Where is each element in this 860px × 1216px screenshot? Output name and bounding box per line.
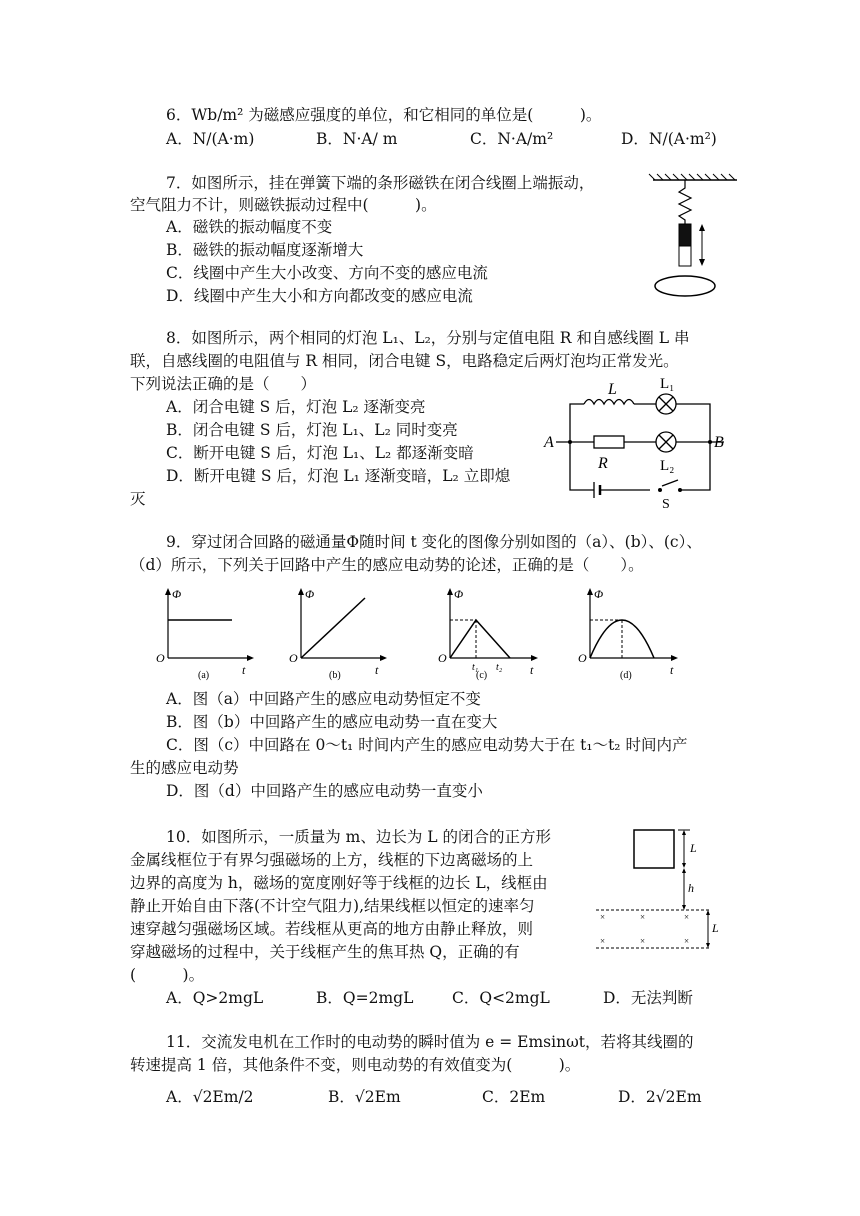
label-L1: L₁: [660, 376, 675, 392]
svg-text:t: t: [530, 663, 534, 677]
q8-stem-line2: 联，自感线圈的电阻值与 R 相同，闭合电键 S，电路稳定后两灯泡均正常发光。: [130, 352, 679, 370]
svg-text:h: h: [688, 881, 694, 895]
svg-text:×: ×: [684, 936, 690, 946]
q8-option-d-wrap: 灭: [130, 490, 146, 508]
svg-text:L: L: [690, 841, 697, 855]
svg-text:×: ×: [600, 936, 606, 946]
q7-option-d: D．线圈中产生大小和方向都改变的感应电流: [166, 287, 473, 305]
spring-magnet-figure: [645, 174, 745, 304]
q10-line3: 边界的高度为 h，磁场的宽度刚好等于线框的边长 L，线框由: [130, 874, 548, 892]
label-L: L: [608, 381, 617, 398]
q9-option-b: B．图（b）中回路产生的感应电动势一直在变大: [166, 713, 498, 731]
q9-option-a: A．图（a）中回路产生的感应电动势恒定不变: [166, 690, 481, 708]
svg-text:t: t: [242, 663, 246, 677]
q10-option-d: D．无法判断: [603, 989, 693, 1007]
svg-text:t: t: [375, 663, 379, 677]
q11-option-b: B．√2Em: [328, 1088, 401, 1106]
phi-graph-a: [150, 582, 260, 682]
svg-text:×: ×: [684, 912, 690, 922]
svg-text:Φ: Φ: [454, 587, 464, 601]
q8-option-a: A．闭合电键 S 后，灯泡 L₂ 逐渐变亮: [166, 398, 426, 416]
q10-option-a: A．Q>2mgL: [166, 989, 264, 1007]
q6-stem: 6．Wb/m² 为磁感应强度的单位，和它相同的单位是( )。: [166, 106, 602, 124]
circuit-diagram: [544, 374, 730, 512]
label-A: A: [544, 434, 554, 451]
phi-graph-d: [572, 582, 687, 682]
svg-text:(d): (d): [620, 670, 632, 681]
q8-option-c: C．断开电键 S 后，灯泡 L₁、L₂ 都逐渐变暗: [166, 444, 474, 462]
q11-option-a: A．√2Em/2: [166, 1088, 254, 1106]
svg-text:(b): (b): [329, 670, 341, 681]
q8-option-b: B．闭合电键 S 后，灯泡 L₁、L₂ 同时变亮: [166, 421, 458, 439]
label-L2: L₂: [660, 458, 675, 474]
svg-text:t₂: t₂: [496, 662, 503, 673]
svg-text:L: L: [712, 921, 719, 935]
svg-text:(c): (c): [476, 670, 488, 681]
svg-text:O: O: [289, 651, 298, 665]
svg-text:t₁: t₁: [472, 662, 479, 673]
label-B: B: [714, 434, 724, 451]
square-frame-figure: [596, 826, 730, 958]
q6-option-c: C．N·A/m²: [470, 130, 554, 148]
q9-stem-line1: 9．穿过闭合回路的磁通量Φ随时间 t 变化的图像分别如图的（a）、(b）、(c）、: [166, 533, 702, 551]
svg-text:Φ: Φ: [172, 587, 182, 601]
svg-text:×: ×: [600, 912, 606, 922]
q10-line4: 静止开始自由下落(不计空气阻力),结果线框以恒定的速率匀: [130, 897, 535, 915]
q7-stem-line1: 7．如图所示，挂在弹簧下端的条形磁铁在闭合线圈上端振动，: [166, 174, 595, 192]
q10-line6: 穿越磁场的过程中，关于线框产生的焦耳热 Q，正确的有: [130, 943, 520, 961]
q11-stem-line1: 11．交流发电机在工作时的电动势的瞬时值为 e = Emsinωt，若将其线圈的: [166, 1033, 694, 1051]
phi-graph-c: [432, 582, 547, 682]
q8-option-d: D．断开电键 S 后，灯泡 L₁ 逐渐变暗，L₂ 立即熄: [166, 467, 511, 485]
q8-stem-line3: 下列说法正确的是（ ）: [130, 375, 317, 393]
label-R: R: [598, 455, 608, 472]
q10-line1: 10．如图所示，一质量为 m、边长为 L 的闭合的正方形: [166, 828, 551, 846]
svg-text:t: t: [670, 663, 674, 677]
q7-option-a: A．磁铁的振动幅度不变: [166, 218, 333, 236]
phi-graph-b: [283, 582, 393, 682]
svg-text:×: ×: [640, 936, 646, 946]
q9-option-c-wrap: 生的感应电动势: [130, 759, 239, 777]
q10-option-c: C．Q<2mgL: [452, 989, 550, 1007]
svg-text:Φ: Φ: [594, 587, 604, 601]
q7-option-b: B．磁铁的振动幅度逐渐增大: [166, 241, 364, 259]
q9-stem-line2: （d）所示，下列关于回路中产生的感应电动势的论述，正确的是（ ）。: [130, 556, 644, 574]
q11-option-d: D．2√2Em: [618, 1088, 702, 1106]
q10-line7: ( )。: [130, 966, 205, 984]
svg-text:×: ×: [640, 912, 646, 922]
svg-text:Φ: Φ: [305, 587, 315, 601]
svg-text:O: O: [578, 651, 587, 665]
q7-option-c: C．线圈中产生大小改变、方向不变的感应电流: [166, 264, 488, 282]
q11-option-c: C．2Em: [482, 1088, 546, 1106]
q10-line2: 金属线框位于有界匀强磁场的上方，线框的下边离磁场的上: [130, 851, 534, 869]
q6-option-a: A．N/(A·m): [166, 130, 255, 148]
q6-option-b: B．N·A/ m: [316, 130, 398, 148]
q9-option-d: D．图（d）中回路产生的感应电动势一直变小: [166, 782, 483, 800]
label-S: S: [662, 497, 670, 512]
q7-stem-line2: 空气阻力不计，则磁铁振动过程中( )。: [130, 196, 437, 214]
q11-stem-line2: 转速提高 1 倍，其他条件不变，则电动势的有效值变为( )。: [130, 1056, 581, 1074]
svg-text:O: O: [438, 651, 447, 665]
q10-line5: 速穿越匀强磁场区域。若线框从更高的地方由静止释放，则: [130, 920, 534, 938]
q6-option-d: D．N/(A·m²): [621, 130, 717, 148]
q10-option-b: B．Q=2mgL: [316, 989, 414, 1007]
q9-option-c: C．图（c）中回路在 0～t₁ 时间内产生的感应电动势大于在 t₁～t₂ 时间内产: [166, 736, 688, 754]
svg-text:(a): (a): [198, 670, 210, 681]
q8-stem-line1: 8．如图所示，两个相同的灯泡 L₁、L₂，分别与定值电阻 R 和自感线圈 L 串: [166, 329, 690, 347]
svg-text:O: O: [156, 651, 165, 665]
